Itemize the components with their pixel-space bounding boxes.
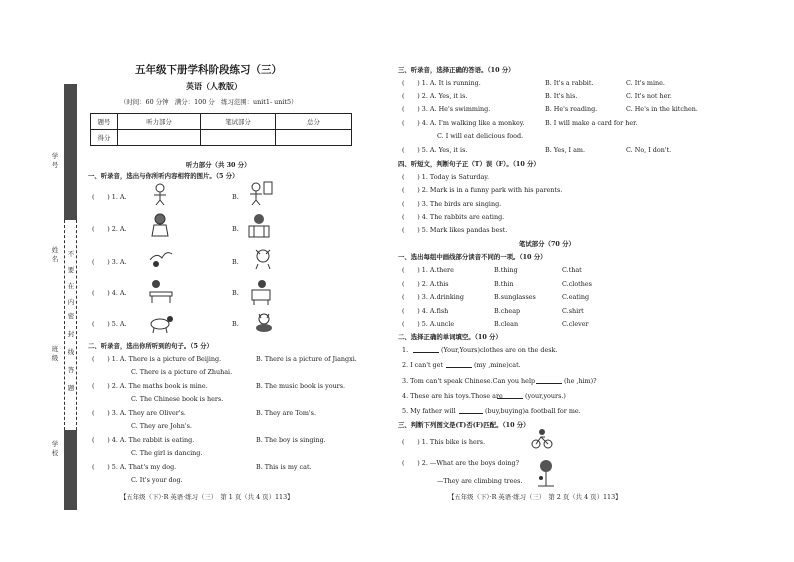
w3-item-2b: —They are climbing trees. [437,477,523,485]
q1-item-4-b: B. [232,289,239,297]
q3-2-c: C. It's not her. [626,92,672,100]
blank-line[interactable] [413,352,439,353]
q3-1-c: C. It's mine. [626,79,665,87]
w2-2-post: (my ,mine)cat. [474,361,521,369]
q1-item-5-b: B. [232,320,239,328]
seal-char: 不 [67,250,75,258]
w2-4-post: (your,yours.) [525,392,566,400]
w1-2-a: ( ) 2. A.this [402,280,449,288]
q2-1-c: C. There is a picture of Zhuhai. [131,368,233,376]
seal-char: 密 [67,312,75,320]
cook-icon [244,180,274,206]
score-input-cell[interactable] [201,130,276,146]
q4-item-3: ( ) 3. The birds are singing. [402,200,502,208]
score-input-cell[interactable] [118,130,201,146]
dog-icon [146,310,176,334]
q3-4-b: B. I will make a card for her. [545,119,638,127]
page-title: 五年级下册学科阶段练习（三） [135,64,282,76]
q1-item-1: ( ) 1. A. [92,193,127,201]
q1-item-3-b: B. [232,258,239,266]
label-xuexiao: 学校 [51,440,59,457]
q1-item-4: ( ) 4. A. [92,289,127,297]
q2-1-b: B. There is a picture of Jiangxi. [256,355,357,363]
w2-3-pre: 3. Tom can't speak Chinese.Can you help [402,377,536,385]
tree-icon [534,458,558,488]
seal-char: 题 [67,384,75,392]
q1-item-3: ( ) 3. A. [92,258,127,266]
listening-q3-title: 三、听录音，选择正确的答语。（10 分） [398,66,515,74]
score-cell: 总分 [276,114,352,130]
exam-info: （时间：60 分钟 满分：100 分 练习范围：unit1- unit5） [120,98,298,106]
w3-item-2: ( ) 2. —What are the boys doing? [402,459,520,467]
w1-3-c: C.eating [562,293,590,301]
score-cell: 得分 [91,130,118,146]
q4-item-4: ( ) 4. The rabbits are eating. [402,213,505,221]
listening-q2-title: 二、听录音，选出你所听到的句子。（5 分） [88,342,213,350]
q2-3-a: ( ) 3. A. They are Oliver's. [92,409,186,417]
listening-heading: 听力部分（共 30 分） [186,161,251,169]
girl-icon [146,212,174,238]
reading-icon [244,212,274,240]
blank-line[interactable] [446,367,472,368]
q4-item-2: ( ) 2. Mark is in a funny park with his parents. [402,186,563,194]
q2-1-a: ( ) 1. A. There is a picture of Beijing. [92,355,222,363]
score-input-cell[interactable] [276,130,352,146]
label-banji: 班级 [51,345,59,362]
q4-item-5: ( ) 5. Mark likes pandas best. [402,226,508,234]
q2-3-b: B. They are Tom's. [256,409,316,417]
w1-4-a: ( ) 4. A.fish [402,307,449,315]
q3-2-b: B. It's his. [545,92,578,100]
q1-item-2-b: B. [232,225,239,233]
seal-char: 内 [67,298,75,306]
blank-line[interactable] [459,413,483,414]
q2-5-a: ( ) 5. A. That's my dog. [92,463,177,471]
q1-item-1-b: B. [232,193,239,201]
q3-1-a: ( ) 1. A. It is running. [402,79,481,87]
q2-2-a: ( ) 2. A. The maths book is mine. [92,382,208,390]
w2-3-post: (he ,him)? [564,377,597,385]
w3-item-1: ( ) 1. This bike is hers. [402,438,486,446]
label-xuehao: 学号 [51,152,59,169]
q3-3-c: C. He's in the kitchen. [626,105,698,113]
q3-1-b: B. It's a rabbit. [545,79,594,87]
q3-2-a: ( ) 2. A. Yes, it is. [402,92,468,100]
binding-strip-top [64,84,77,220]
cat-icon [250,310,278,334]
q3-3-b: B. He's reading. [545,105,598,113]
q3-5-b: B. Yes, I am. [545,146,586,154]
w2-5-post: (buy,buying)a football for me. [485,407,581,415]
q2-5-c: C. It's your dog. [131,476,183,484]
chair-icon [246,278,276,306]
q2-2-c: C. The Chinese book is hers. [131,395,224,403]
w1-5-b: B.clean [494,320,519,328]
w2-4-pre: 4. These are his toys.Those are [402,392,503,400]
q3-5-c: C. No, I don't. [626,146,672,154]
seal-char: 答 [67,366,75,374]
w1-2-c: C.clothes [562,280,592,288]
w1-2-b: B.thin [494,280,514,288]
q3-4-a: ( ) 4. A. I'm walking like a monkey. [402,119,525,127]
desk-icon [146,278,176,304]
listening-q1-title: 一、听录音，选出与你所听内容相符的图片。（5 分） [88,172,239,180]
w2-1-pre: 1. [402,346,409,354]
writing-q3-title: 三、判断下列图文是(T)否(F)匹配。（10 分） [398,421,530,429]
q2-4-a: ( ) 4. A. The rabbit is eating. [92,436,195,444]
w1-4-c: C.shirt [562,307,584,315]
binding-strip-bottom [64,430,77,510]
q1-item-5: ( ) 5. A. [92,320,127,328]
label-xingming: 姓名 [51,246,59,263]
w1-1-c: C.that [562,266,582,274]
w2-2-pre: 2. I can't get [402,361,443,369]
q3-4-c: C. I will eat delicious food. [437,132,524,140]
w2-1-post: (Your,Yours)clothes are on the desk. [441,346,558,354]
blank-line[interactable] [536,383,562,384]
q2-5-b: B. This is my cat. [256,463,312,471]
w1-1-b: B.thing [494,266,518,274]
writing-q1-title: 一、选出每组中画线部分读音不同的一项。（10 分） [398,253,547,261]
q2-4-c: C. The girl is dancing. [131,449,203,457]
bike-icon [530,428,554,450]
blank-line[interactable] [497,398,523,399]
seal-char: 要 [67,266,75,274]
score-table [90,113,352,146]
page-subtitle: 英语（人教版） [186,81,242,91]
q3-3-a: ( ) 3. A. He's swimming. [402,105,491,113]
writing-q2-title: 二、选择正确的单词填空。（10 分） [398,333,502,341]
q3-5-a: ( ) 5. A. Yes, it is. [402,146,468,154]
animal-icon [250,246,276,270]
w1-5-c: C.clever [562,320,589,328]
seal-char: 封 [67,330,75,338]
q2-2-b: B. The music book is yours. [256,382,346,390]
q2-3-c: C. They are John's. [131,422,192,430]
footer-right: 【五年级（下）·R 英语·练习（三） 第 2 页（共 4 页）113】 [448,493,622,501]
score-cell: 笔试部分 [201,114,276,130]
writing-heading: 笔试部分（70 分） [519,240,575,248]
q2-4-b: B. The boy is singing. [256,436,326,444]
listening-q4-title: 四、听短文，判断句子正（T）误（F）。（10 分） [398,160,540,168]
footer-left: 【五年级（下）·R 英语·练习（三） 第 1 页（共 4 页）113】 [120,493,294,501]
w1-4-b: B.cheap [494,307,521,315]
score-cell: 题号 [91,114,118,130]
seal-char: 在 [67,282,75,290]
w1-1-a: ( ) 1. A.there [402,266,454,274]
person-icon [146,182,174,206]
q1-item-2: ( ) 2. A. [92,225,127,233]
seal-char: 线 [67,348,75,356]
w1-3-a: ( ) 3. A.drinking [402,293,465,301]
score-cell: 听力部分 [118,114,201,130]
w1-3-b: B.sunglasses [494,293,536,301]
bird-icon [146,246,174,270]
q4-item-1: ( ) 1. Today is Saturday. [402,173,490,181]
w1-5-a: ( ) 5. A.uncle [402,320,455,328]
w2-5-pre: 5. My father will [402,407,456,415]
